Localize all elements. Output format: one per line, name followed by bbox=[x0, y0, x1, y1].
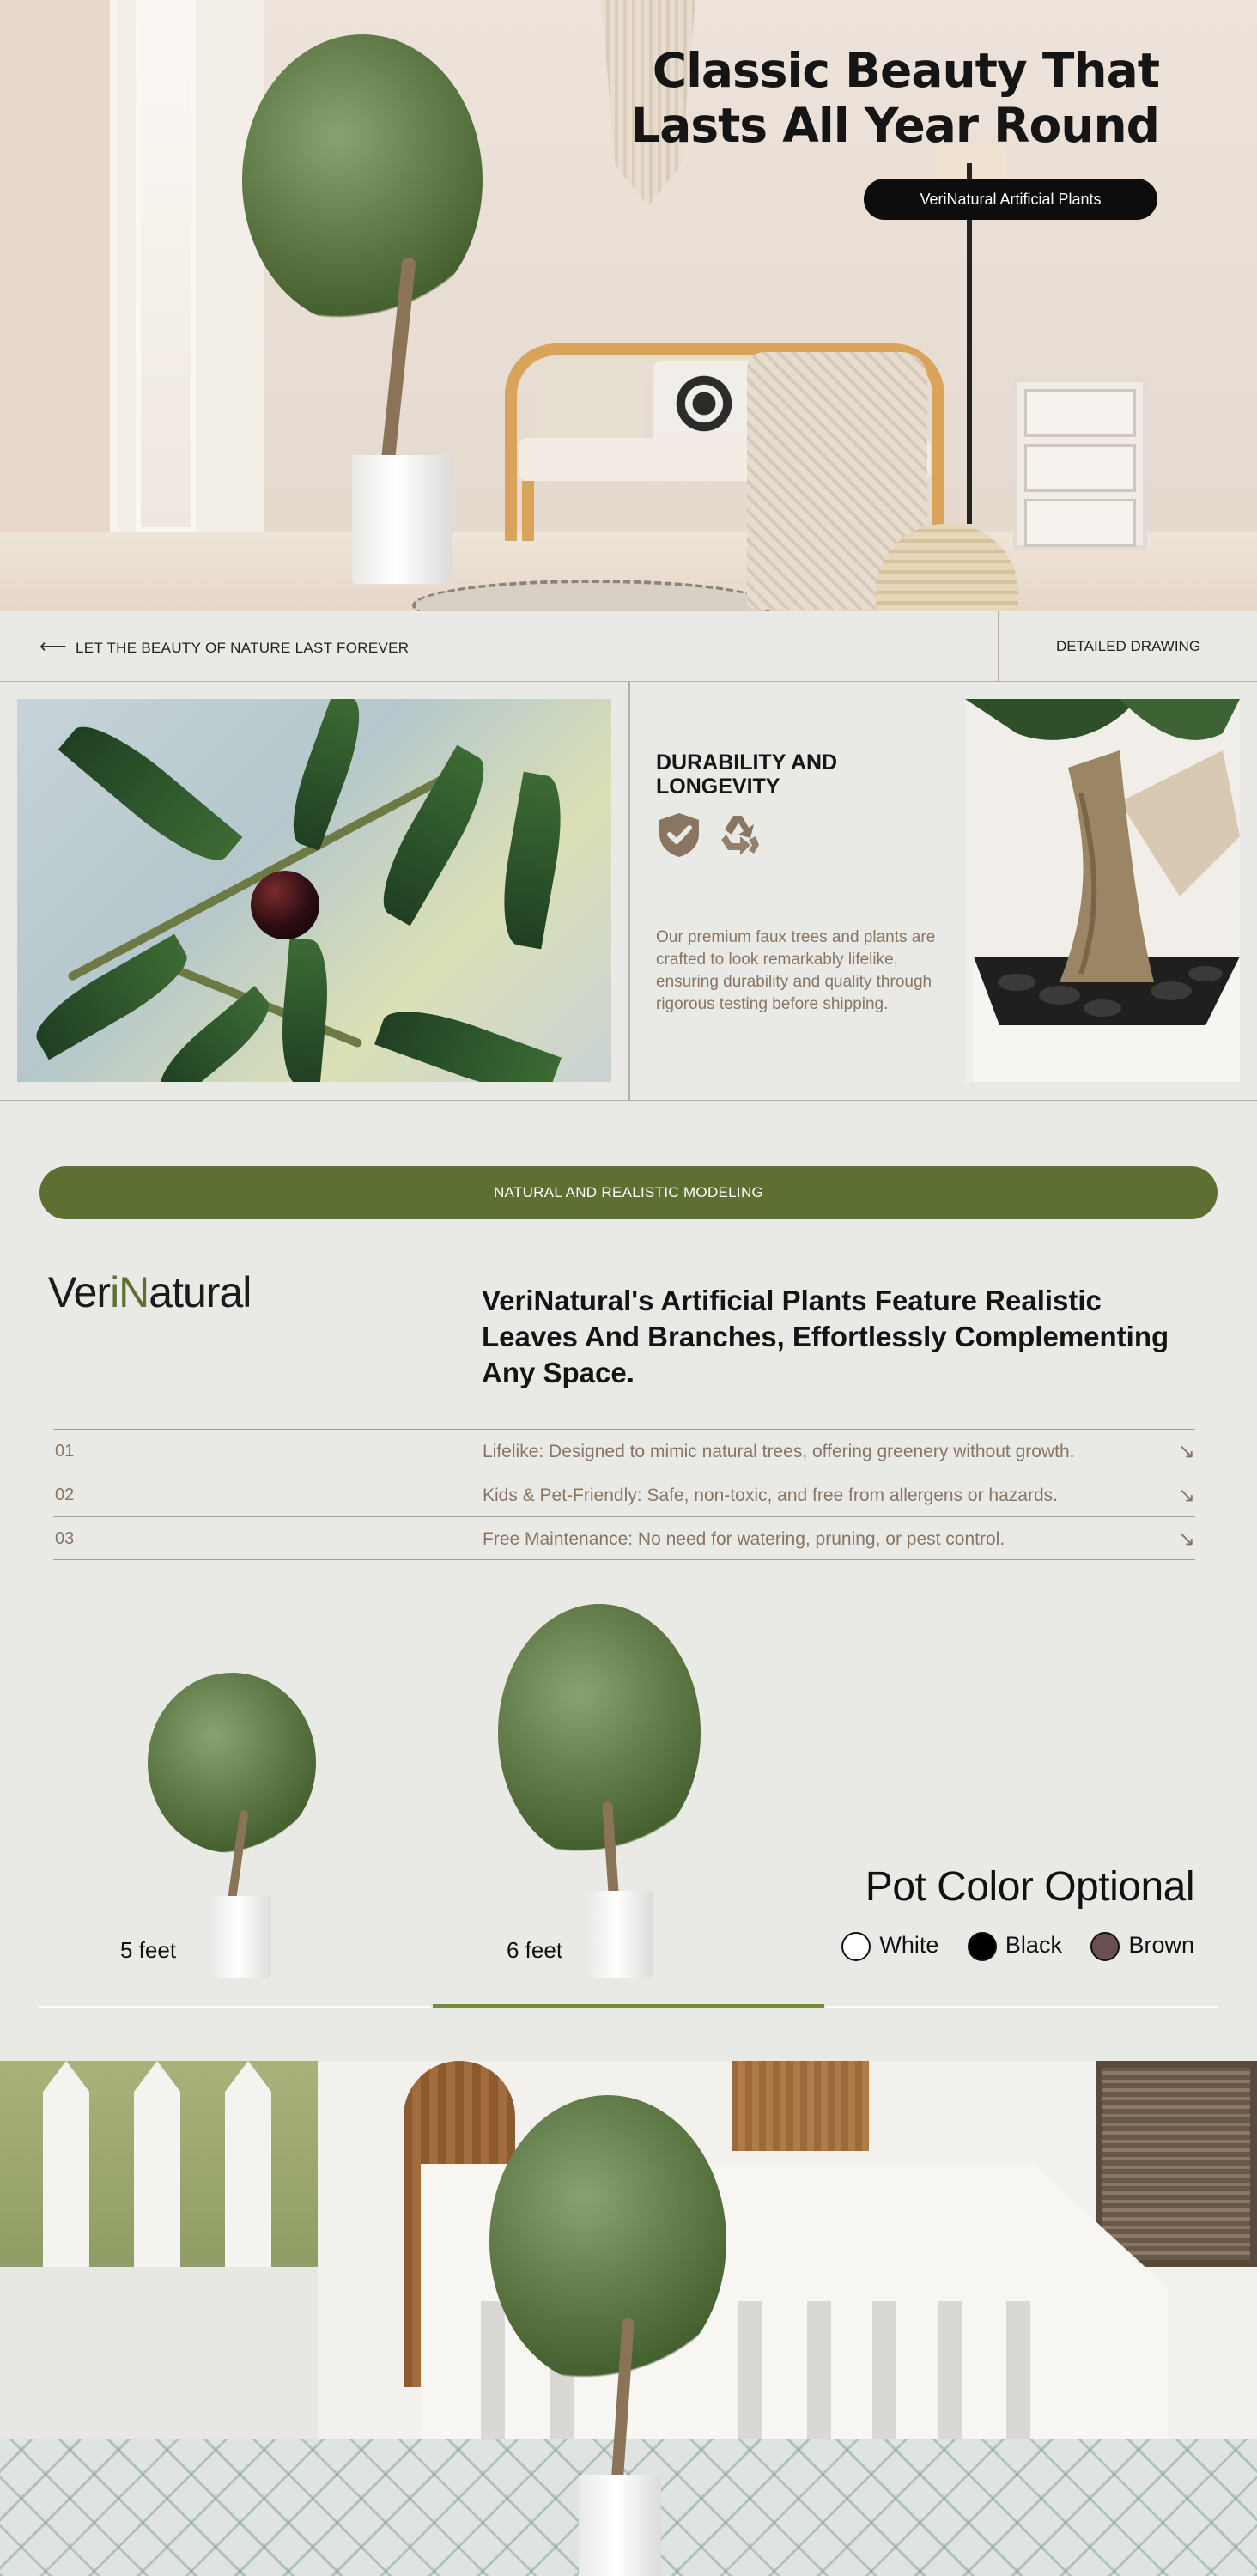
recycle-icon bbox=[716, 811, 762, 859]
black-swatch-icon bbox=[968, 1932, 997, 1961]
brown-swatch-icon bbox=[1090, 1932, 1120, 1961]
feature-text: Free Maintenance: No need for watering, pruning, or pest control. bbox=[483, 1529, 1005, 1549]
tree-trunk-closeup-image bbox=[965, 699, 1240, 1082]
feature-number: 03 bbox=[55, 1529, 75, 1548]
section-nav-strip bbox=[0, 611, 1257, 682]
hero-title: Classic Beauty That Lasts All Year Round bbox=[630, 43, 1159, 153]
pot-color-title: Pot Color Optional bbox=[865, 1864, 1194, 1910]
modeling-banner: NATURAL AND REALISTIC MODELING bbox=[39, 1166, 1218, 1219]
wall bbox=[0, 0, 112, 611]
carousel-tab-1[interactable] bbox=[39, 2006, 431, 2008]
olive-tree-courtyard bbox=[489, 2095, 730, 2559]
pot-color-black[interactable]: Black bbox=[968, 1932, 1062, 1961]
arrow-down-right-icon[interactable]: ↘ bbox=[1177, 1484, 1195, 1507]
brand-logo bbox=[48, 1267, 251, 1317]
olive-branch-closeup-image bbox=[17, 699, 611, 1082]
durability-section bbox=[0, 682, 1257, 1101]
shield-check-icon bbox=[656, 811, 702, 859]
modeling-headline: VeriNatural's Artificial Plants Feature Realistic Leaves And Branches, Effortlessly Complementing Any Space. bbox=[482, 1285, 1169, 1388]
carousel-tab-3[interactable] bbox=[826, 2006, 1218, 2008]
feature-text: Kids & Pet-Friendly: Safe, non-toxic, and free from allergens or hazards. bbox=[483, 1485, 1058, 1505]
tree-6-feet-image bbox=[498, 1604, 704, 1978]
side-cabinet bbox=[1013, 378, 1147, 550]
tagline-text: LET THE BEAUTY OF NATURE LAST FOREVER bbox=[76, 640, 410, 656]
pot-color-white[interactable]: White bbox=[841, 1932, 938, 1961]
arrow-down-right-icon[interactable]: ↘ bbox=[1177, 1528, 1195, 1551]
arrow-left-icon: ⟵ bbox=[39, 635, 67, 657]
olive-tree-image bbox=[242, 34, 483, 584]
tree-5-feet-image bbox=[148, 1673, 319, 1978]
courtyard-scene-image bbox=[0, 2061, 1257, 2576]
durability-icons bbox=[656, 811, 773, 859]
brand-badge: VeriNatural Artificial Plants bbox=[864, 179, 1157, 220]
tagline-link[interactable] bbox=[39, 611, 409, 682]
window bbox=[110, 0, 264, 601]
feature-row[interactable] bbox=[53, 1473, 1195, 1516]
feature-text: Lifelike: Designed to mimic natural trees, offering greenery without growth. bbox=[483, 1442, 1075, 1461]
olive-fruit bbox=[251, 871, 319, 939]
pot-color-brown[interactable]: Brown bbox=[1090, 1932, 1194, 1961]
feature-number: 01 bbox=[55, 1442, 75, 1461]
white-swatch-icon bbox=[841, 1932, 871, 1961]
arrow-down-right-icon[interactable]: ↘ bbox=[1177, 1440, 1195, 1463]
feature-number: 02 bbox=[55, 1485, 75, 1504]
detailed-drawing-tab[interactable]: DETAILED DRAWING bbox=[1055, 638, 1201, 654]
brand-name: VeriNatural bbox=[48, 1268, 252, 1316]
hero-banner bbox=[0, 0, 1257, 611]
size-label-5-feet[interactable]: 5 feet bbox=[120, 1937, 177, 1963]
carousel-indicator bbox=[39, 2004, 1218, 2009]
pot-color-options bbox=[819, 1932, 1194, 1966]
durability-description: Our premium faux trees and plants are crafted to look remarkably lifelike, ensuring durability and quality through rigorous testing before shipping. bbox=[656, 928, 936, 1013]
carousel-tab-2[interactable] bbox=[433, 2004, 824, 2008]
window-shutter bbox=[1096, 2061, 1257, 2267]
durability-title: DURABILITY AND LONGEVITY bbox=[656, 750, 838, 799]
feature-row[interactable] bbox=[53, 1516, 1195, 1560]
size-label-6-feet[interactable]: 6 feet bbox=[507, 1937, 563, 1963]
feature-list bbox=[53, 1429, 1195, 1560]
feature-row[interactable] bbox=[53, 1429, 1195, 1473]
